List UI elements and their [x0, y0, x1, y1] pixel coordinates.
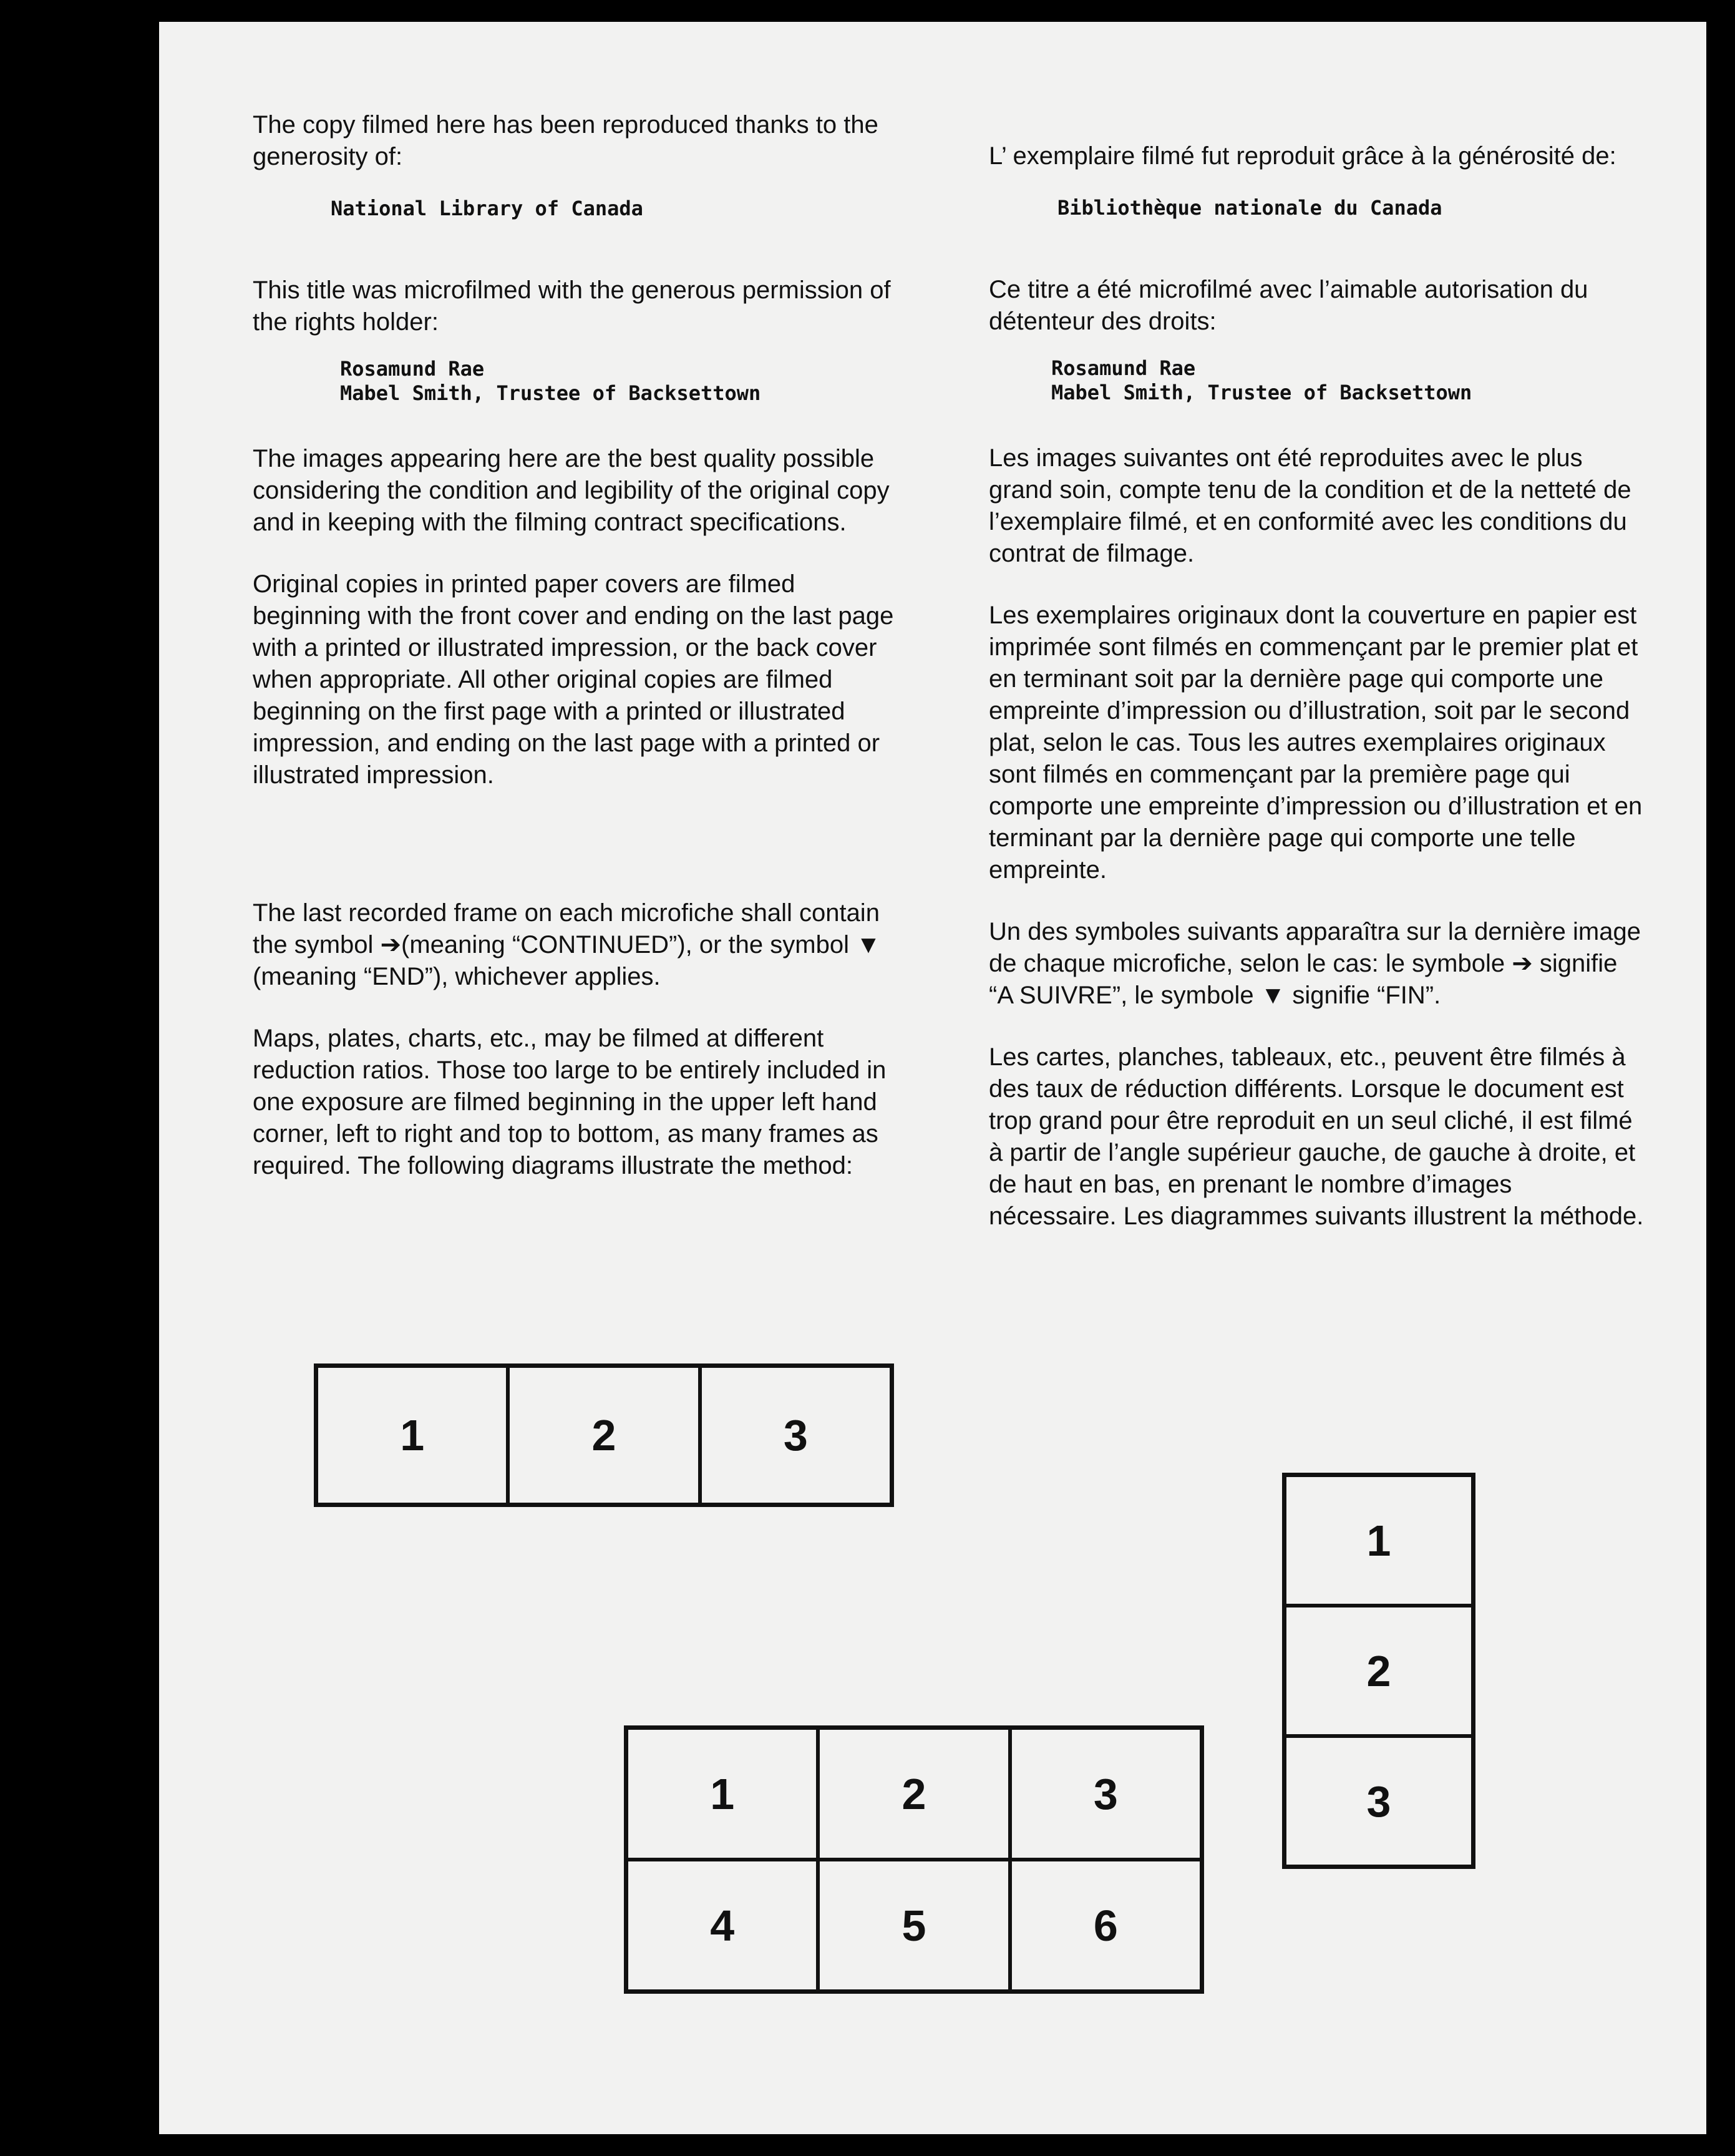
- frame-cell: 1: [316, 1366, 508, 1505]
- frame-cell: 3: [700, 1366, 892, 1505]
- library-name-fr: Bibliothèque nationale du Canada: [1057, 196, 1442, 220]
- frame-cell: 1: [1285, 1475, 1473, 1606]
- thanks-paragraph-fr: L’ exemplaire filmé fut reproduit grâce à la générosité de:: [989, 142, 1616, 170]
- rights-holder-1: Rosamund Rae: [340, 357, 485, 381]
- column-diagram: [1282, 1473, 1475, 1869]
- quality-paragraph-fr: Les images suivantes ont été reproduites avec le plus grand soin, compte tenu de la condition et de la netteté de l’exemplaire filmé, et en conformité avec les conditions du contrat de filmage.: [989, 444, 1631, 567]
- symbols-paragraph-fr: Un des symboles suivants apparaîtra sur la dernière image de chaque microfiche, selon le cas: le symbole ➔ signifie “A SUIVRE”, le symbole ▼ signifie “FIN”.: [989, 918, 1641, 1009]
- frame-cell: 3: [1010, 1728, 1202, 1860]
- filming-order-paragraph-fr: Les exemplaires originaux dont la couverture en papier est imprimée sont filmés en commençant par le premier plat et en terminant soit par la dernière page qui comporte une empreinte d’impression ou d’illustration, soit par le second plat, selon le cas. Tous les autres exemplaires originaux sont filmés en commençant par la première page qui comporte une empreinte d’impression ou d’illustration et en terminant par la dernière page qui comporte une telle empreinte.: [989, 602, 1643, 884]
- maps-paragraph-fr: Les cartes, planches, tableaux, etc., peuvent être filmés à des taux de réduction différents. Lorsque le document est trop grand pour être reproduit en un seul cliché, il est filmé à partir de l’angle supérieur gauche, de gauche à droite, et de haut en bas, en prenant le nombre d’images nécessaire. Les diagrammes suivants illustrent la méthode.: [989, 1043, 1644, 1230]
- french-column: [989, 140, 1644, 1232]
- frame-cell: 5: [818, 1860, 1009, 1991]
- grid-diagram: [624, 1725, 1204, 1994]
- frame-cell: 2: [818, 1728, 1009, 1860]
- english-column: [253, 109, 908, 1182]
- row-diagram: [314, 1363, 894, 1507]
- frame-cell: 2: [508, 1366, 699, 1505]
- filming-order-paragraph: Original copies in printed paper covers are filmed beginning with the front cover and ending on the last page with a printed or illustrated impression, or the back cover when appropriate. All other original copies are filmed beginning on the first page with a printed or illustrated impression, and ending on the last page with a printed or illustrated impression.: [253, 570, 894, 789]
- frame-cell: 2: [1285, 1606, 1473, 1736]
- permission-paragraph: This title was microfilmed with the generous permission of the rights holder:: [253, 276, 891, 336]
- quality-paragraph: The images appearing here are the best quality possible considering the condition and legibility of the original copy and in keeping with the filming contract specifications.: [253, 445, 890, 536]
- maps-paragraph: Maps, plates, charts, etc., may be filmed at different reduction ratios. Those too large to be entirely included in one exposure are filmed beginning in the upper left hand corner, left to right and top to bottom, as many frames as required. The following diagrams illustrate the method:: [253, 1025, 887, 1179]
- rights-holder-2-fr: Mabel Smith, Trustee of Backsettown: [1051, 381, 1472, 404]
- thanks-paragraph: The copy filmed here has been reproduced thanks to the generosity of:: [253, 111, 878, 170]
- permission-paragraph-fr: Ce titre a été microfilmé avec l’aimable autorisation du détenteur des droits:: [989, 276, 1588, 335]
- frame-cell: 3: [1285, 1736, 1473, 1866]
- frame-cell: 4: [626, 1860, 818, 1991]
- frame-cell: 6: [1010, 1860, 1202, 1991]
- rights-holder-2: Mabel Smith, Trustee of Backsettown: [340, 381, 761, 405]
- frame-cell: 1: [626, 1728, 818, 1860]
- symbols-paragraph: The last recorded frame on each microfiche shall contain the symbol ➔(meaning “CONTINUED”), or the symbol ▼ (meaning “END”), whichever applies.: [253, 899, 881, 990]
- rights-holder-1-fr: Rosamund Rae: [1051, 356, 1196, 380]
- library-name: National Library of Canada: [331, 197, 643, 220]
- microfiche-target-page: [159, 22, 1706, 2134]
